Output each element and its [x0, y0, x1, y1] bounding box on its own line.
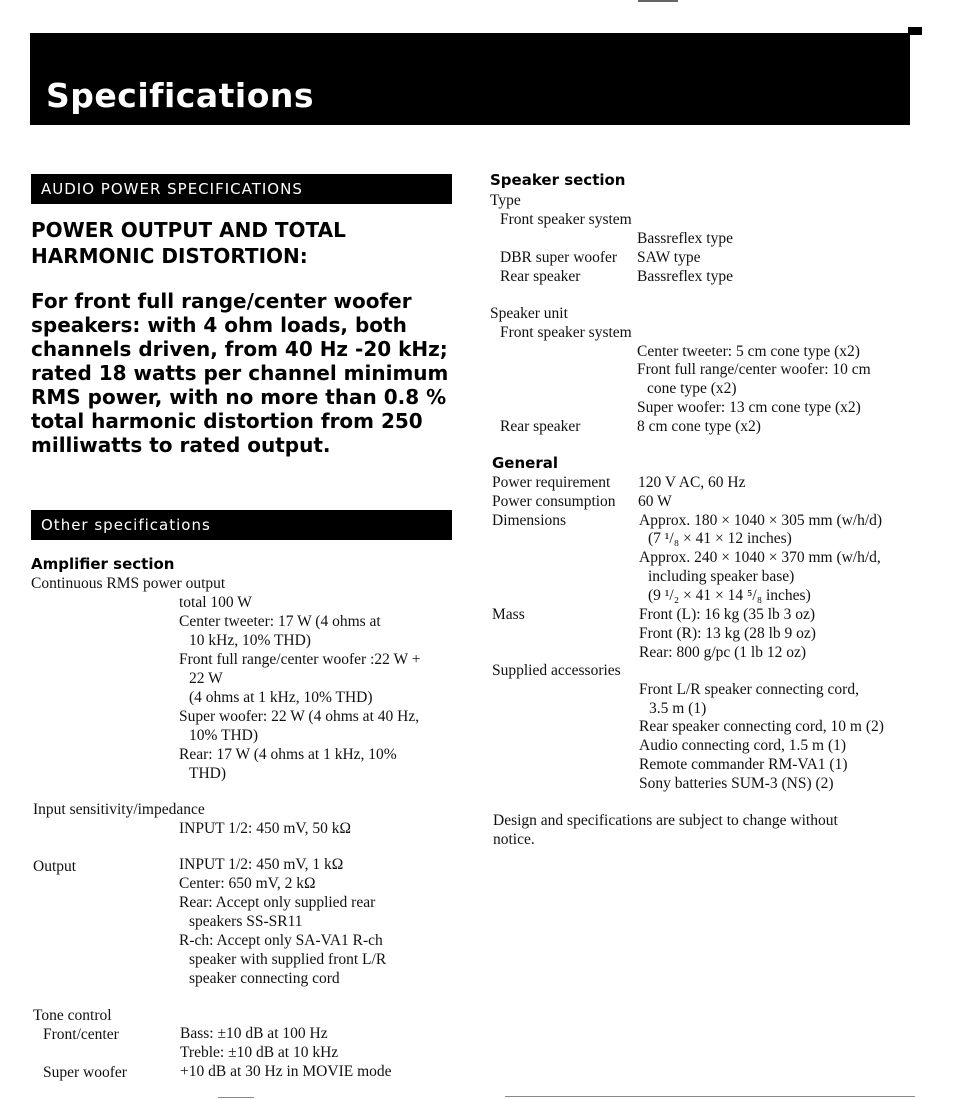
speaker-unit-label: Speaker unit	[490, 305, 568, 322]
type-label: Type	[490, 192, 521, 209]
unit-front-label: Front speaker system	[500, 324, 632, 341]
output-value: Rear: Accept only supplied rear	[179, 894, 376, 911]
audio-power-bar-label: AUDIO POWER SPECIFICATIONS	[41, 180, 303, 198]
top-edge-mark	[638, 0, 678, 2]
unit-rear-value: 8 cm cone type (x2)	[637, 418, 761, 435]
bottom-edge-rule	[505, 1096, 915, 1097]
continuous-value: Center tweeter: 17 W (4 ohms at	[179, 613, 381, 630]
other-specs-bar-label: Other specifications	[41, 516, 211, 534]
front-speaker-rating: For front full range/center woofer speakers: with 4 ohm loads, both channels driven, from 40 Hz -20 kHz; rated 18 watts per channel minimum RMS power, with no more than 0.8 % total harmonic distortion from 250 milliwatts to rated output.	[31, 289, 449, 457]
dimensions-label: Dimensions	[492, 512, 567, 529]
accessory-item: Remote commander RM-VA1 (1)	[639, 756, 848, 773]
unit-front-value: Front full range/center woofer: 10 cm	[637, 361, 871, 378]
audio-power-bar	[31, 174, 452, 204]
rear-speaker-label: Rear speaker	[500, 268, 581, 285]
output-value: Center: 650 mV, 2 kΩ	[179, 875, 316, 892]
bass-value: Bass: ±10 dB at 100 Hz	[180, 1025, 328, 1042]
front-system-type: Bassreflex type	[637, 230, 733, 247]
output-value: R-ch: Accept only SA-VA1 R-ch	[179, 932, 383, 949]
output-value: INPUT 1/2: 450 mV, 1 kΩ	[179, 856, 344, 873]
continuous-value: (4 ohms at 1 kHz, 10% THD)	[189, 689, 373, 706]
mass-value: Rear: 800 g/pc (1 lb 12 oz)	[639, 644, 807, 661]
general-heading: General	[492, 454, 558, 472]
continuous-value: total 100 W	[179, 594, 252, 611]
other-specs-bar	[31, 510, 452, 540]
unit-front-value: cone type (x2)	[647, 380, 737, 397]
accessory-item: Sony batteries SUM-3 (NS) (2)	[639, 775, 834, 792]
dimensions-value: (9 ¹/₂ × 41 × 14 ⁵/₈ inches)	[648, 587, 811, 604]
dimensions-value: Approx. 240 × 1040 × 370 mm (w/h/d,	[639, 549, 881, 566]
tone-control-label: Tone control	[33, 1007, 112, 1024]
accessories-label: Supplied accessories	[492, 662, 621, 679]
front-center-label: Front/center	[43, 1026, 119, 1043]
notice-line: Design and specifications are subject to change without	[493, 812, 838, 829]
bottom-edge-mark	[218, 1097, 254, 1098]
continuous-value: 10% THD)	[189, 727, 259, 744]
notice-line: notice.	[493, 831, 535, 848]
accessory-item: Rear speaker connecting cord, 10 m (2)	[639, 718, 884, 735]
output-label: Output	[33, 858, 77, 875]
front-system-label: Front speaker system	[500, 211, 632, 228]
mass-label: Mass	[492, 606, 525, 623]
power-consumption-value: 60 W	[638, 493, 672, 510]
power-requirement-label: Power requirement	[492, 474, 611, 491]
super-woofer-tone-value: +10 dB at 30 Hz in MOVIE mode	[180, 1063, 392, 1080]
dbr-label: DBR super woofer	[500, 249, 618, 266]
output-value: speakers SS-SR11	[189, 913, 303, 930]
mass-value: Front (R): 13 kg (28 lb 9 oz)	[639, 625, 816, 642]
unit-front-value: Center tweeter: 5 cm cone type (x2)	[637, 343, 860, 360]
continuous-value: Super woofer: 22 W (4 ohms at 40 Hz,	[179, 708, 420, 725]
mass-value: Front (L): 16 kg (35 lb 3 oz)	[639, 606, 816, 623]
dimensions-value: Approx. 180 × 1040 × 305 mm (w/h/d)	[639, 512, 883, 529]
power-consumption-label: Power consumption	[492, 493, 616, 510]
continuous-power-label: Continuous RMS power output	[31, 575, 226, 592]
speaker-section-heading: Speaker section	[490, 171, 626, 189]
output-value: speaker connecting cord	[189, 970, 340, 987]
continuous-value: 22 W	[189, 670, 223, 687]
continuous-value: Front full range/center woofer :22 W +	[179, 651, 421, 668]
treble-value: Treble: ±10 dB at 10 kHz	[180, 1044, 339, 1061]
dbr-type: SAW type	[637, 249, 701, 266]
dimensions-value: including speaker base)	[648, 568, 795, 585]
output-value: speaker with supplied front L/R	[189, 951, 387, 968]
continuous-value: Rear: 17 W (4 ohms at 1 kHz, 10%	[179, 746, 397, 763]
continuous-value: 10 kHz, 10% THD)	[189, 632, 311, 649]
unit-rear-label: Rear speaker	[500, 418, 581, 435]
super-woofer-tone-label: Super woofer	[43, 1064, 127, 1081]
accessory-item: 3.5 m (1)	[649, 700, 707, 717]
input-sensitivity-value: INPUT 1/2: 450 mV, 50 kΩ	[179, 820, 351, 837]
accessory-item: Audio connecting cord, 1.5 m (1)	[639, 737, 847, 754]
page-title: Specifications	[46, 76, 315, 115]
accessory-item: Front L/R speaker connecting cord,	[639, 681, 859, 698]
rear-speaker-type: Bassreflex type	[637, 268, 733, 285]
banner-corner-tab	[908, 27, 922, 35]
amplifier-heading: Amplifier section	[31, 555, 175, 573]
unit-front-value: Super woofer: 13 cm cone type (x2)	[637, 399, 861, 416]
input-sensitivity-label: Input sensitivity/impedance	[33, 801, 205, 818]
power-output-heading: POWER OUTPUT AND TOTAL HARMONIC DISTORTION:	[31, 218, 346, 268]
power-requirement-value: 120 V AC, 60 Hz	[638, 474, 746, 491]
continuous-value: THD)	[189, 765, 227, 782]
dimensions-value: (7 ¹/₈ × 41 × 12 inches)	[648, 530, 792, 547]
